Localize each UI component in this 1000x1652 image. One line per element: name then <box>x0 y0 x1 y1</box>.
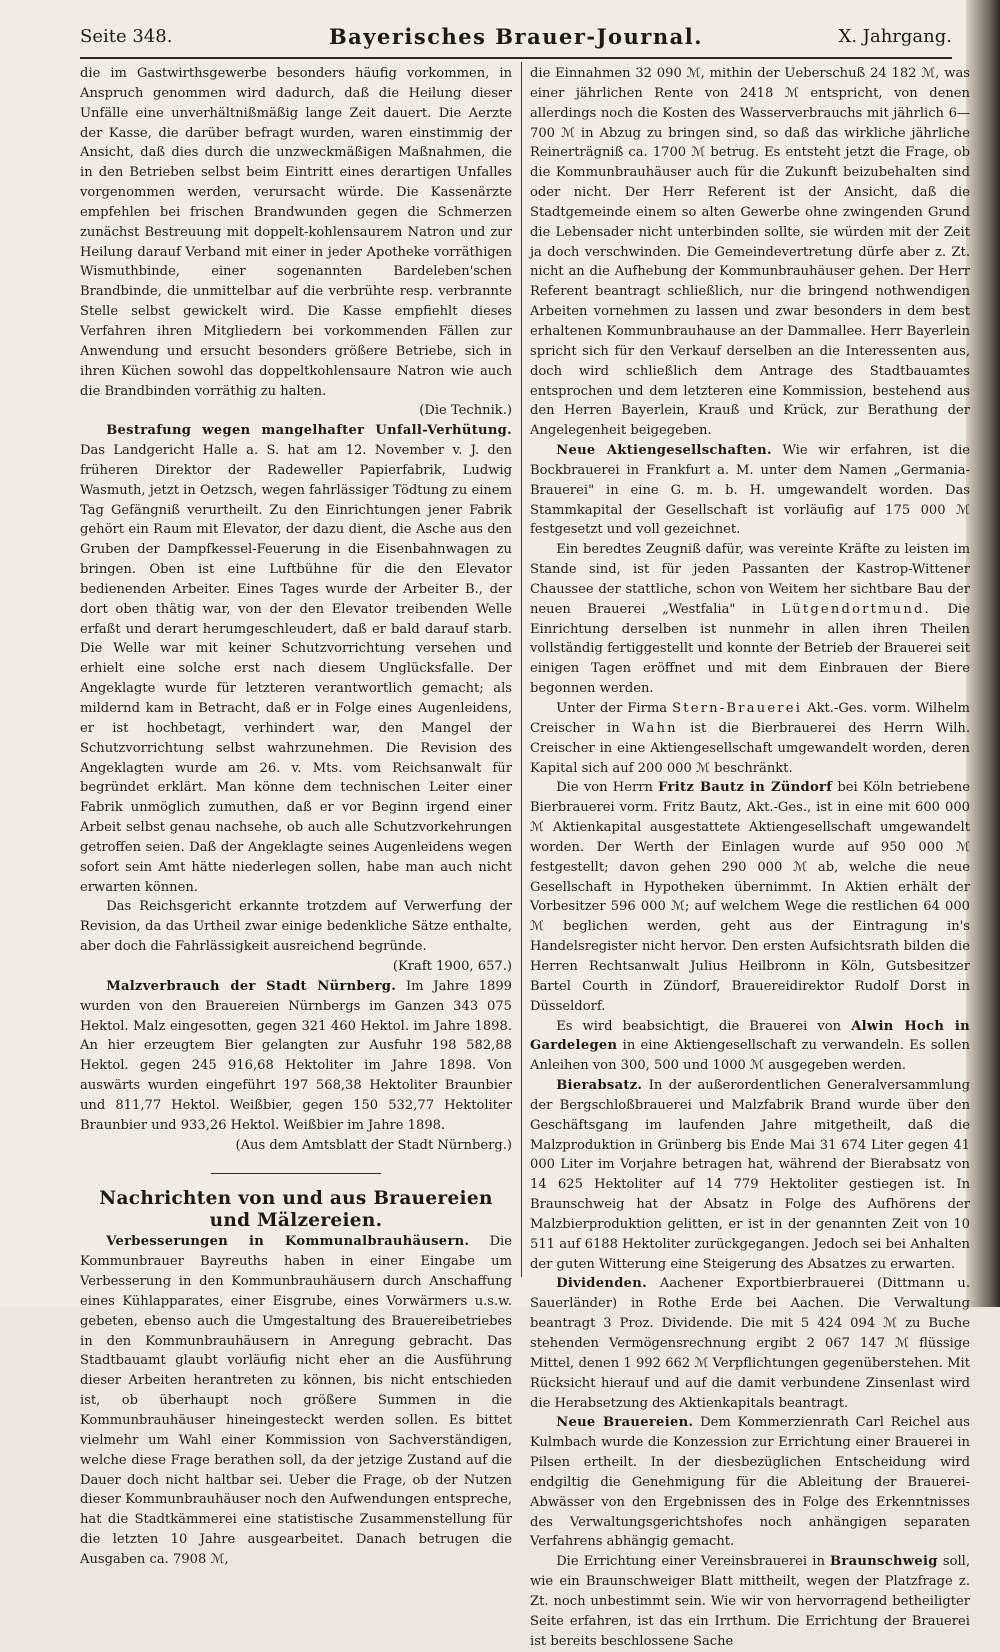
article-stern-firm: Stern-Brauerei <box>672 701 803 716</box>
article-beer-sales-body: In der außerordentlichen Generalversammlung der Bergschloßbrauerei und Malzfabrik Brand wurde über den Geschäftsgang im laufenden Jahre mitgetheilt, daß die Malzproduktion in Grünberg bis Ende Mai 31 674 Liter gegen 41 000 Liter im Vorjahre betragen hat, während der Bierabsatz von 14 625 Hektoliter auf 14 779 Hektoliter gestiegen ist. In Braunschweig hat der Absatz in Folge des Aufhörens der Malzbierproduktion gelitten, er ist in der genannten Zeit von 10 511 auf 6188 Hektoliter zurückgegangen. Jedoch sei bei Anhalten der guten Witterung eine Steigerung des Absatzes zu erwarten. <box>530 1078 971 1272</box>
article-hoch-name: Alwin Hoch in Gardelegen <box>530 1018 970 1054</box>
article-braunschweig <box>530 1552 970 1651</box>
article-bautz-text-a: Die von Herrn <box>556 780 653 796</box>
article-hoch-text-b: in eine Aktiengesellschaft zu verwandeln. Es sollen Anleihen von 300, 500 und 1000 ℳ ausgegeben werden. <box>530 1038 970 1074</box>
article-communal-breweries-body: Die Kommunbrauer Bayreuths haben in einer Eingabe um Verbesserung in den Kommunbrauhäusern durch Anschaffung eines Kühlapparates, einer Eisgrube, eines Vorwärmers u.s.w. gebeten, ebenso auch die Umgestaltung des Brauereibetriebes in den Kommunbrauhäusern in Anregung gebracht. Das Stadtbauamt glaubt vorläufig nicht eher an die Ausführung dieser Arbeiten herantreten zu können, bis nicht entschieden ist, ob überhaupt noch größere Summen in die Kommunbrauhäuser hineingesteckt werden sollen. Es bittet vielmehr um Wahl einer Kommission von Sachverständigen, welche diese Frage berathen soll, da der jetzige Zustand auf die Dauer doch nicht haltbar sei. Ueber die Frage, ob der Nutzen dieser Kommunbrauhäuser noch den Aufwendungen entspreche, hat die Stadtkämmerei eine statistische Zusammenstellung für die letzten 10 Jahre ausgearbeitet. Danach betrugen die Ausgaben ca. 7908 ℳ, <box>80 1234 512 1567</box>
article-malt-nuremberg-source: (Aus dem Amtsblatt der Stadt Nürnberg.) <box>235 1137 512 1153</box>
article-hoch <box>530 1017 970 1077</box>
section-title: Nachrichten von und aus Brauereien und Mälzereien. <box>99 1188 493 1232</box>
left-column <box>80 64 512 1567</box>
article-accident-prevention <box>80 421 512 897</box>
article-malt-nuremberg-heading: Malzverbrauch der Stadt Nürnberg. <box>106 978 397 994</box>
article-new-breweries-heading: Neue Brauereien. <box>556 1415 694 1431</box>
article-communal-breweries-heading: Verbesserungen in Kommunalbrauhäusern. <box>106 1234 470 1250</box>
article-stern-text-b: Akt.-Ges. vorm. Wilhelm Creischer in <box>530 701 970 736</box>
article-beer-sales-heading: Bierabsatz. <box>556 1078 643 1094</box>
article-hoch-text-a: Es wird beabsichtigt, die Brauerei von <box>556 1018 842 1034</box>
article-malt-nuremberg <box>80 977 512 1136</box>
article-malt-nuremberg-body: Im Jahre 1899 wurden von den Brauereien Nürnbergs im Ganzen 343 075 Hektol. Malz eingesotten, gegen 321 460 Hektol. im Jahre 1898. An hier erzeugtem Bier gelangten zur Ausfuhr 198 582,88 Hektol. gegen 245 916,68 Hektoliter im Jahre 1898. Von auswärts wurden eingeführt 197 568,38 Hektoliter Braunbier und 811,77 Hektol. Weißbier, gegen 150 532,77 Hektoliter Braunbier und 933,26 Hektol. Weißbier im Jahre 1898. <box>80 978 512 1133</box>
volume-label: X. Jahrgang. <box>838 26 952 47</box>
article-new-companies <box>530 441 970 540</box>
article-westfalia-text-a: Ein beredtes Zeugniß dafür, was vereinte Kräfte zu leisten im Stande sind, ist für jeden Passanten der Kastrop-Wittener Chaussee der stattliche, schon von Weitem her sichtbare Bau der neuen Brauerei „Westfalia" in <box>530 542 970 617</box>
article-stern-text-a: Unter der Firma <box>556 701 668 716</box>
article-communal-breweries <box>80 1232 512 1569</box>
article-dividends-body: Aachener Exportbierbrauerei (Dittmann u. Sauerländer) in Rothe Erde bei Aachen. Die Verwaltung beantragt 3 Proz. Dividende. Die mit 5 424 094 ℳ zu Buche stehenden Vermögensrechnung ergibt 2 067 147 ℳ flüssige Mittel, denen 1 992 662 ℳ Verpflichtungen gegenüberstehen. Mit Rücksicht hierauf und auf die damit verbundene Zinsenlast wird die Herabsetzung des Aktienkapitals beantragt. <box>530 1276 970 1411</box>
article-westfalia-text-b: Die Einrichtung derselben ist nunmehr in allen ihren Theilen vollständig fertiggestellt und konnte der Betrieb der Brauerei seit einigen Tagen eröffnet und mit dem Einbrauen der Biere begonnen werden. <box>530 601 970 697</box>
article-dividends-heading: Dividenden. <box>556 1276 647 1292</box>
article-braunschweig-text-a: Die Errichtung einer Vereinsbrauerei in <box>556 1554 825 1570</box>
article-communal-continued: die Einnahmen 32 090 ℳ, mithin der Ueberschuß 24 182 ℳ, was einer jährlichen Rente von 2418 ℳ entspricht, von denen allerdings noch die Kosten des Wasserverbrauchs mit jährlich 6—700 ℳ in Abzug zu bringen sind, so daß das wirkliche jährliche Reinerträgniß ca. 1700 ℳ betrug. Es entsteht jetzt die Frage, ob die Kommunbrauhäuser auch für die Zukunft beizubehalten sind oder nicht. Der Herr Referent ist der Ansicht, daß die Stadtgemeinde einem so alten Gewerbe ohne zwingenden Grund die Lebensader nicht unterbinden sollte, sie würden mit der Zeit ja doch verschwinden. Die Gemeindevertretung dürfe aber z. Zt. nicht an die Aufhebung der Kommunbrauhäuser gehen. Der Herr Referent beantragt schließlich, nur die bringend nothwendigen Arbeiten vornehmen zu lassen und zwar besonders in dem best erhaltenen Kommunbrauhause an der Dammallee. Herr Bayerlein spricht sich für den Verkauf derselben an die Interessenten aus, doch wird schließlich dem Antrage des Stadtbauamtes entsprochen und dem letzteren eine Kommission, bestehend aus den Herren Bayerlein, Krauß und Krück, zur Berathung der Angelegenheit beigegeben. <box>530 66 970 439</box>
article-accident-prevention-heading: Bestrafung wegen mangelhafter Unfall-Verhütung. <box>106 423 512 439</box>
page-number: Seite 348. <box>80 26 173 47</box>
article-stern-text-c: ist die Bierbrauerei des Herrn Wilh. Creischer in eine Aktiengesellschaft umgewandelt worden, deren Kapital sich auf 200 000 ℳ beschränkt. <box>530 720 970 776</box>
article-new-companies-heading: Neue Aktiengesellschaften. <box>556 443 772 459</box>
article-westfalia <box>530 540 970 699</box>
article-bautz <box>530 778 970 1016</box>
right-column <box>530 64 971 1649</box>
article-westfalia-place: Lütgendortmund. <box>781 601 931 617</box>
header-rule <box>80 57 952 59</box>
article-dividends <box>530 1274 970 1413</box>
article-stern-brauerei <box>530 699 970 778</box>
article-burns-text: die im Gastwirthsgewerbe besonders häufig vorkommen, in Anspruch genommen wird dadurch, daß die Heilung dieser Unfälle eine unverhältnißmäßig lange Zeit dauert. Die Aerzte der Kasse, die darüber befragt wurden, waren einstimmig der Ansicht, daß dies durch die unzweckmäßigen Maßnahmen, die in den Betrieben selbst beim Eintritt eines derartigen Unfalles vorgenommen werden, verursacht würde. Die Kassenärzte empfehlen bei frischen Brandwunden gegen die Schmerzen zunächst Bestreuung mit doppelt-kohlensaurem Natron und zur Heilung darauf Verband mit einer in jeder Apotheke vorräthigen Wismuthbinde, einer sogenannten Bardeleben'schen Brandbinde, die unmittelbar auf die verbrühte resp. verbrannte Stelle selbst gewickelt wird. Die Kasse empfiehlt dieses Verfahren ihren Mitgliedern bei vorkommenden Fällen zur Anwendung und ersucht besonders größere Betriebe, sich in ihren Küchen sowohl das doppeltkohlensaure Natron wie auch die Brandbinden vorräthig zu halten. <box>80 66 512 399</box>
article-new-breweries-body: Dem Kommerzienrath Carl Reichel aus Kulmbach wurde die Konzession zur Errichtung einer Brauerei in Pilsen ertheilt. In der diesbezüglichen Entscheidung wird endgiltig die Genehmigung für die Ableitung der Brauerei-Abwässer von den Ergebnissen des in Folge des Erkenntnisses des Verwaltungsgerichtshofes noch anhängigen separaten Verfahrens abhängig gemacht. <box>530 1415 970 1550</box>
article-braunschweig-text-b: soll, wie ein Braunschweiger Blatt mittheilt, wegen der Platzfrage z. Zt. noch unbestimmt sein. Wie wir von hervorragend betheiligter Seite erfahren, ist das ein Irrthum. Die Errichtung der Brauerei ist bereits beschlossene Sache <box>530 1554 970 1649</box>
article-new-companies-body: Wie wir erfahren, ist die Bockbrauerei in Frankfurt a. M. unter dem Namen „Germania-Brauerei" in eine G. m. b. H. umgewandelt worden. Das Stammkapital der Gesellschaft ist vorläufig auf 175 000 ℳ festgesetzt und voll gezeichnet. <box>530 443 971 538</box>
article-stern-place: Wahn <box>631 720 678 736</box>
article-new-breweries <box>530 1413 970 1552</box>
section-separator <box>211 1173 381 1174</box>
column-divider <box>521 62 522 1277</box>
article-burns-source: (Die Technik.) <box>419 403 512 419</box>
article-bautz-text-b: bei Köln betriebene Bierbrauerei vorm. Fritz Bautz, Akt.-Ges., ist in eine mit 600 000 ℳ Aktienkapital ausgestattete Aktiengesellschaft umgewandelt worden. Der Werth der Einlagen wurde auf 950 000 ℳ festgestellt; davon gehen 290 000 ℳ ab, welche die neue Gesellschaft in Hypotheken übernimmt. In Aktien erhält der Vorbesitzer 596 000 ℳ; auf welchem Wege die restlichen 64 000 ℳ beglichen werden, geht aus der Eintragung in's Handelsregister nicht hervor. Den ersten Aufsichtsrath bilden die Herren Rechtsanwalt Julius Heilbronn in Köln, Gutsbesitzer Bartel Courth in Zündorf, Brauereidirektor Rudolf Dorst in Düsseldorf. <box>530 780 970 1014</box>
article-reichsgericht-source: (Kraft 1900, 657.) <box>392 958 512 974</box>
article-bautz-name: Fritz Bautz in Zündorf <box>658 780 833 796</box>
article-braunschweig-place: Braunschweig <box>830 1554 938 1570</box>
book-spine-shadow <box>966 0 1000 1307</box>
article-beer-sales <box>530 1076 970 1274</box>
article-reichsgericht-text: Das Reichsgericht erkannte trotzdem auf Verwerfung der Revision, da das Urtheil zwar einige bedenkliche Sätze enthalte, aber doch die Fahrlässigkeit ausreichend begründe. <box>80 899 512 955</box>
page-header <box>80 24 952 54</box>
journal-title: Bayerisches Brauer-Journal. <box>328 24 704 49</box>
article-accident-prevention-body: Das Landgericht Halle a. S. hat am 12. November v. J. den früheren Direktor der Radeweller Papierfabrik, Ludwig Wasmuth, jetzt in Oetzsch, wegen fahrlässiger Tödtung zu einem Tag Gefängniß verurtheilt. Zu den Einrichtungen jener Fabrik gehört ein Raum mit Elevator, der dazu dient, die Asche aus den Gruben der Dampfkessel-Feuerung in die Eisenbahnwagen zu bringen. Oben ist eine Luftbühne für die den Elevator bedienenden Arbeiter. Eines Tages wurde der Arbeiter B., der dort oben thätig war, von der den Elevator treibenden Welle erfaßt und derart herumgeschleudert, daß er bald darauf starb. Die Welle war mit keiner Schutzvorrichtung versehen und erhielt eine solche erst nach diesem Unglücksfalle. Der Angeklagte wurde für letzteren verantwortlich gemacht; als mildernd kam in Betracht, daß er in Folge eines Augenleidens, er ist hochbetagt, verhindert war, den Mangel der Schutzvorrichtung selbst wahrzunehmen. Die Revision des Angeklagten wurde am 26. v. Mts. vom Reichsanwalt für begründet erklärt. Man könne dem technischen Leiter einer Fabrik unmöglich zumuthen, daß er vor Beginn irgend einer Arbeit selbst genau nachsehe, ob auch alle Schutzvorkehrungen getroffen seien. Daß der Angeklagte seines Augenleidens wegen sofort sein Amt hätte niederlegen sollen, habe man auch nicht erwarten können. <box>80 443 512 895</box>
